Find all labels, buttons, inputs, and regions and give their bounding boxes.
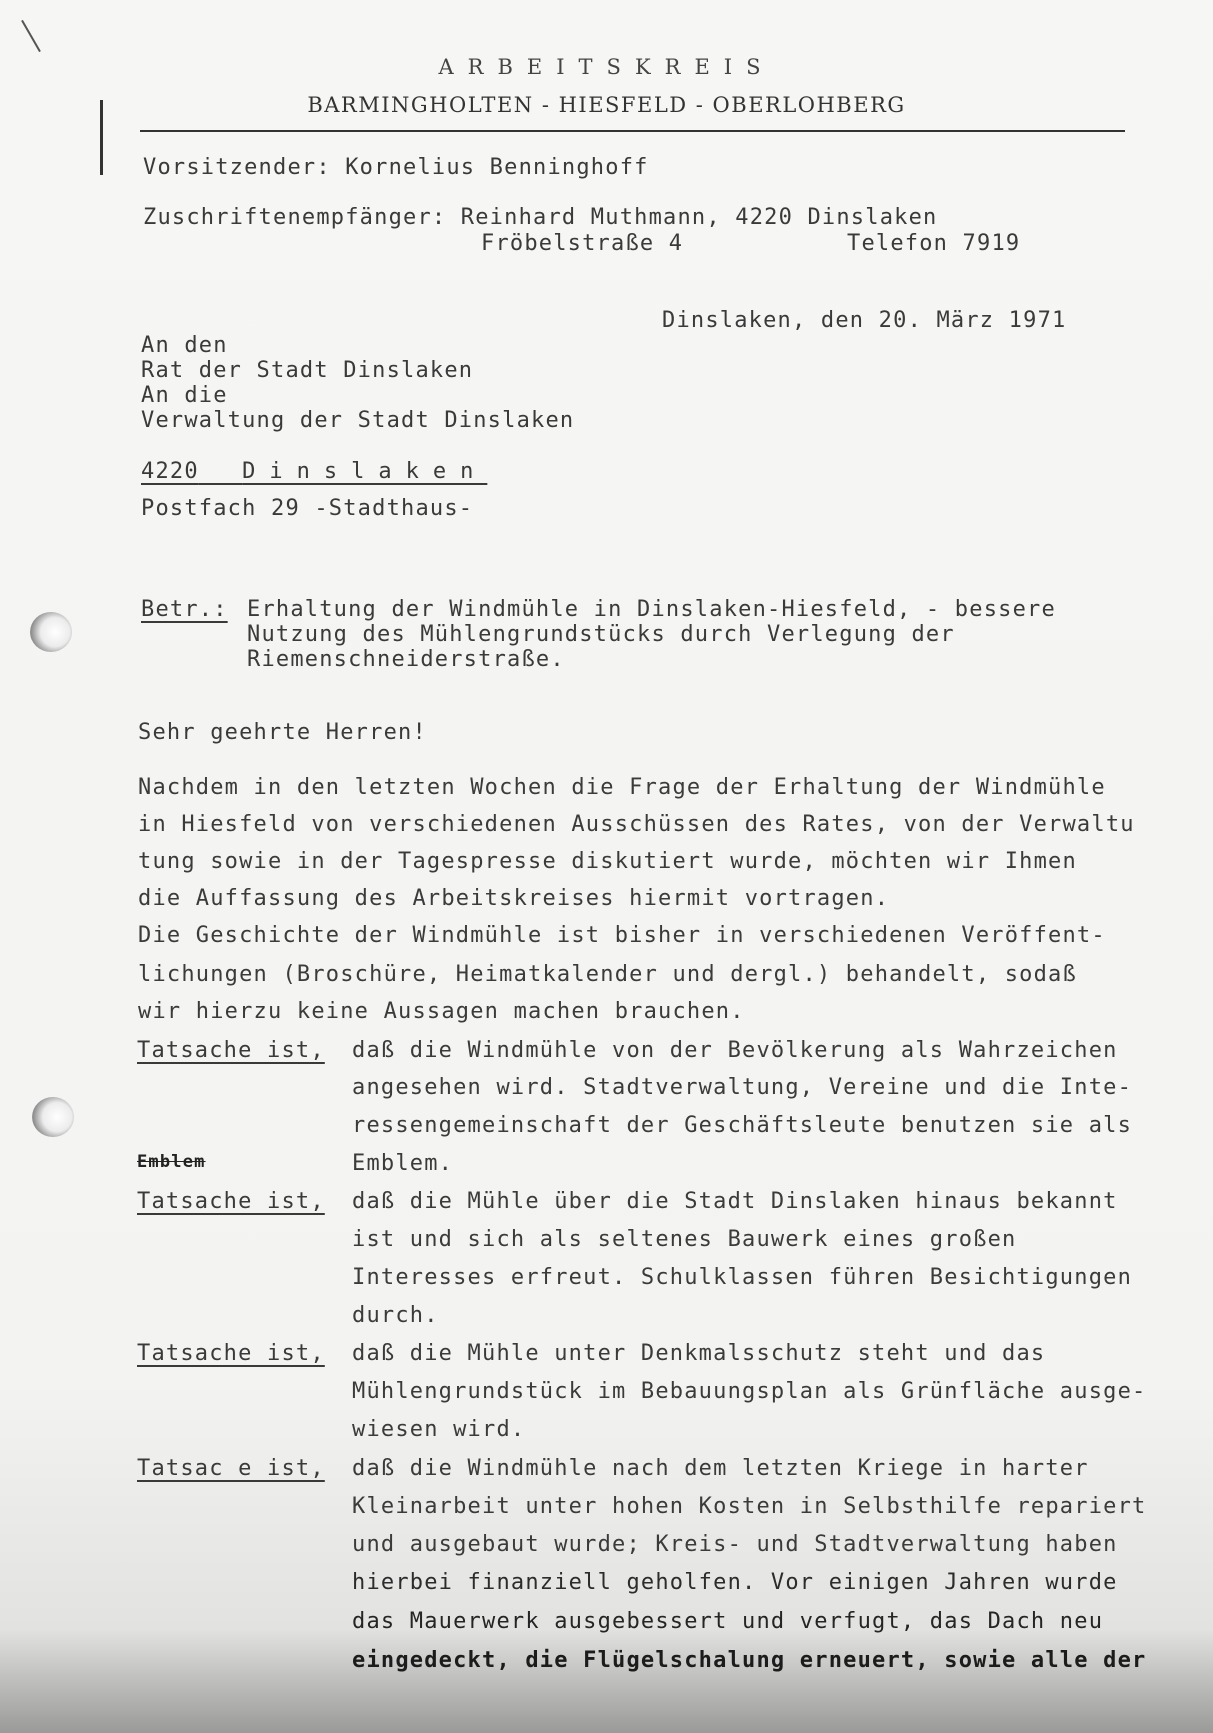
fact-label: Tatsache ist, (137, 1341, 325, 1366)
fact-line: daß die Windmühle nach dem letzten Kriege in harter (352, 1456, 1089, 1481)
fact-label: Tatsache ist, (137, 1038, 325, 1063)
fact-line: eingedeckt, die Flügelschalung erneuert, sowie alle der (352, 1648, 1147, 1673)
fact-line: hierbei finanziell geholfen. Vor einigen Jahren wurde (352, 1570, 1118, 1595)
fact-line: Emblem. (352, 1151, 454, 1176)
struck-word: Emblem (137, 1152, 206, 1172)
recipient-line-2: Rat der Stadt Dinslaken (141, 358, 474, 383)
recipient-line-3: An die (141, 383, 228, 408)
fact-line: durch. (352, 1303, 439, 1328)
contact-street: Fröbelstraße 4 (481, 231, 684, 256)
fact-line: Kleinarbeit unter hohen Kosten in Selbsthilfe repariert (352, 1494, 1147, 1519)
date-line: Dinslaken, den 20. März 1971 (662, 308, 1067, 333)
contact-line: Zuschriftenempfänger: Reinhard Muthmann, 4220 Dinslaken (143, 205, 938, 230)
fact-label: Tatsac e ist, (137, 1456, 325, 1481)
city-name: Dinslaken (242, 459, 488, 484)
org-name: ARBEITSKREIS (438, 55, 775, 79)
fact-line: Interesses erfreut. Schulklassen führen Besichtigungen (352, 1265, 1133, 1290)
po-box: Postfach 29 -Stadthaus- (141, 496, 474, 521)
recipient-line-4: Verwaltung der Stadt Dinslaken (141, 408, 575, 433)
fact-line: daß die Mühle über die Stadt Dinslaken hinaus bekannt (352, 1189, 1118, 1214)
fact-line: angesehen wird. Stadtverwaltung, Vereine und die Inte- (352, 1075, 1133, 1100)
intro-line: lichungen (Broschüre, Heimatkalender und dergl.) behandelt, sodaß (138, 962, 1077, 987)
intro-line: in Hiesfeld von verschiedenen Ausschüssen des Rates, von der Verwaltu (138, 812, 1135, 837)
subject-line-3: Riemenschneiderstraße. (247, 647, 565, 672)
intro-line: Nachdem in den letzten Wochen die Frage der Erhaltung der Windmühle (138, 775, 1106, 800)
fact-line: das Mauerwerk ausgebessert und verfugt, das Dach neu (352, 1609, 1104, 1634)
subject-line-1: Erhaltung der Windmühle in Dinslaken-Hiesfeld, - bessere (247, 597, 1056, 622)
fact-line: ist und sich als seltenes Bauwerk eines großen (352, 1227, 1017, 1252)
salutation: Sehr geehrte Herren! (138, 720, 427, 745)
intro-line: die Auffassung des Arbeitskreises hiermit vortragen. (138, 886, 890, 911)
fact-line: daß die Mühle unter Denkmalsschutz steht und das (352, 1341, 1046, 1366)
subject-line-2: Nutzung des Mühlengrundstücks durch Verlegung der (247, 622, 955, 647)
recipient-line-1: An den (141, 333, 228, 358)
city-zip: 4220 (141, 459, 199, 484)
punch-hole-bottom (32, 1097, 74, 1137)
fact-line: und ausgebaut wurde; Kreis- und Stadtverwaltung haben (352, 1532, 1118, 1557)
subject-label: Betr.: (141, 597, 228, 622)
punch-hole-top (30, 612, 72, 652)
fact-line: Mühlengrundstück im Bebauungsplan als Grünfläche ausge- (352, 1379, 1147, 1404)
intro-line: Die Geschichte der Windmühle ist bisher in verschiedenen Veröffent- (138, 923, 1106, 948)
chair-line: Vorsitzender: Kornelius Benninghoff (143, 155, 649, 180)
margin-scratch (21, 20, 41, 52)
org-districts: BARMINGHOLTEN - HIESFELD - OBERLOHBERG (307, 93, 906, 117)
fact-label: Tatsache ist, (137, 1189, 325, 1214)
intro-line: wir hierzu keine Aussagen machen brauchen. (138, 999, 745, 1024)
fact-line: daß die Windmühle von der Bevölkerung als Wahrzeichen (352, 1038, 1118, 1063)
intro-line: tung sowie in der Tagespresse diskutiert wurde, möchten wir Ihmen (138, 849, 1077, 874)
header-rule (140, 130, 1125, 132)
contact-phone: Telefon 7919 (847, 231, 1021, 256)
fact-line: ressengemeinschaft der Geschäftsleute benutzen sie als (352, 1113, 1133, 1138)
fact-line: wiesen wird. (352, 1417, 526, 1442)
recipient-city (141, 459, 487, 484)
